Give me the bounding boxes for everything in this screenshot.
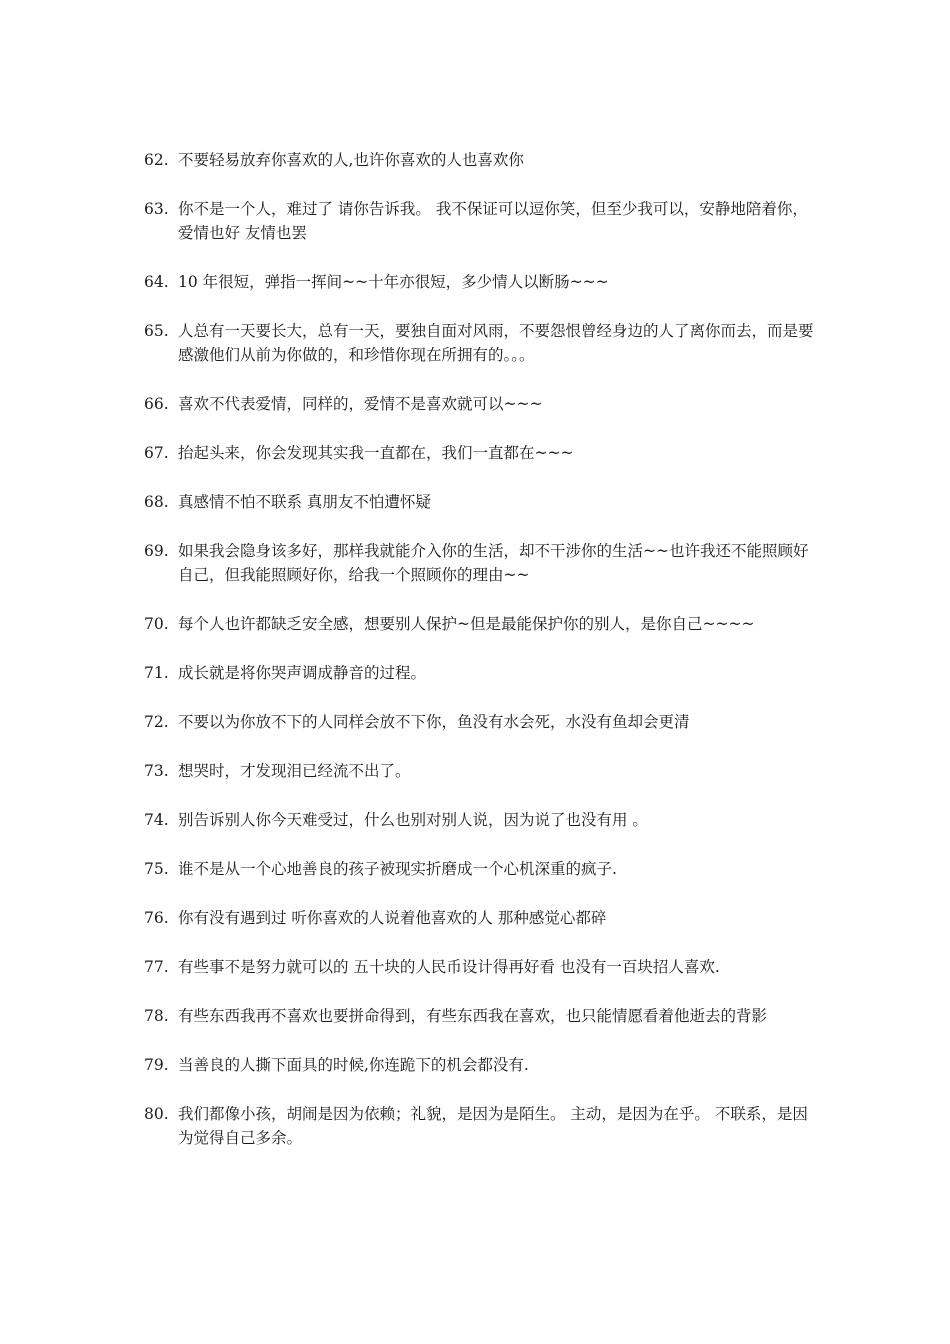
item-text: 你有没有遇到过 听你喜欢的人说着他喜欢的人 那种感觉心都碎 xyxy=(178,909,607,927)
item-number: 70. xyxy=(144,615,169,633)
list-item xyxy=(140,759,820,783)
list-item xyxy=(140,857,820,881)
item-text: 我们都像小孩，胡闹是因为依赖；礼貌，是因为是陌生。 主动，是因为在乎。 不联系，是因为觉得自己多余。 xyxy=(178,1105,808,1147)
item-text: 不要以为你放不下的人同样会放不下你，鱼没有水会死，水没有鱼却会更清 xyxy=(178,713,690,731)
list-item xyxy=(140,319,820,367)
item-text: 成长就是将你哭声调成静音的过程。 xyxy=(178,664,427,682)
item-text: 真感情不怕不联系 真朋友不怕遭怀疑 xyxy=(178,493,431,511)
item-text: 10 年很短，弹指一挥间~~十年亦很短，多少情人以断肠~~~ xyxy=(178,273,609,291)
item-number: 63. xyxy=(144,200,169,218)
item-number: 73. xyxy=(144,762,169,780)
list-item xyxy=(140,906,820,930)
item-number: 68. xyxy=(144,493,169,511)
item-text: 你不是一个人，难过了 请你告诉我。 我不保证可以逗你笑，但至少我可以，安静地陪着你，爱情也好 友情也罢 xyxy=(178,200,808,242)
item-text: 每个人也许都缺乏安全感，想要别人保护~但是最能保护你的别人，是你自己~~~~ xyxy=(178,615,755,633)
item-number: 65. xyxy=(144,322,169,340)
item-number: 76. xyxy=(144,909,169,927)
quote-list xyxy=(140,148,820,1175)
item-text: 当善良的人撕下面具的时候,你连跪下的机会都没有. xyxy=(178,1056,529,1074)
item-number: 69. xyxy=(144,542,169,560)
list-item xyxy=(140,148,820,172)
list-item xyxy=(140,539,820,587)
item-text: 如果我会隐身该多好，那样我就能介入你的生活，却不干涉你的生活~~也许我还不能照顾好自己，但我能照顾好你，给我一个照顾你的理由~~ xyxy=(178,542,809,584)
item-number: 80. xyxy=(144,1105,169,1123)
item-number: 62. xyxy=(144,151,169,169)
list-item xyxy=(140,441,820,465)
item-text: 想哭时，才发现泪已经流不出了。 xyxy=(178,762,411,780)
item-number: 74. xyxy=(144,811,169,829)
list-item xyxy=(140,392,820,416)
item-text: 有些事不是努力就可以的 五十块的人民币设计得再好看 也没有一百块招人喜欢. xyxy=(178,958,720,976)
item-number: 79. xyxy=(144,1056,169,1074)
item-text: 不要轻易放弃你喜欢的人,也许你喜欢的人也喜欢你 xyxy=(178,151,524,169)
list-item xyxy=(140,808,820,832)
list-item xyxy=(140,197,820,245)
list-item xyxy=(140,710,820,734)
item-text: 有些东西我再不喜欢也要拼命得到，有些东西我在喜欢，也只能情愿看着他逝去的背影 xyxy=(178,1007,768,1025)
list-item xyxy=(140,1004,820,1028)
item-number: 66. xyxy=(144,395,169,413)
list-item xyxy=(140,1102,820,1150)
item-text: 抬起头来，你会发现其实我一直都在，我们一直都在~~~ xyxy=(178,444,574,462)
list-item xyxy=(140,612,820,636)
list-item xyxy=(140,955,820,979)
item-number: 67. xyxy=(144,444,169,462)
item-number: 75. xyxy=(144,860,169,878)
item-number: 72. xyxy=(144,713,169,731)
item-number: 77. xyxy=(144,958,169,976)
item-text: 谁不是从一个心地善良的孩子被现实折磨成一个心机深重的疯子. xyxy=(178,860,617,878)
list-item xyxy=(140,1053,820,1077)
item-number: 71. xyxy=(144,664,169,682)
item-number: 64. xyxy=(144,273,169,291)
list-item xyxy=(140,661,820,685)
item-text: 别告诉别人你今天难受过，什么也别对别人说，因为说了也没有用 。 xyxy=(178,811,648,829)
list-item xyxy=(140,490,820,514)
item-text: 喜欢不代表爱情，同样的，爱情不是喜欢就可以~~~ xyxy=(178,395,543,413)
list-item xyxy=(140,270,820,294)
item-text: 人总有一天要长大，总有一天，要独自面对风雨，不要怨恨曾经身边的人了离你而去，而是要感激他们从前为你做的，和珍惜你现在所拥有的。。。 xyxy=(178,322,814,364)
item-number: 78. xyxy=(144,1007,169,1025)
